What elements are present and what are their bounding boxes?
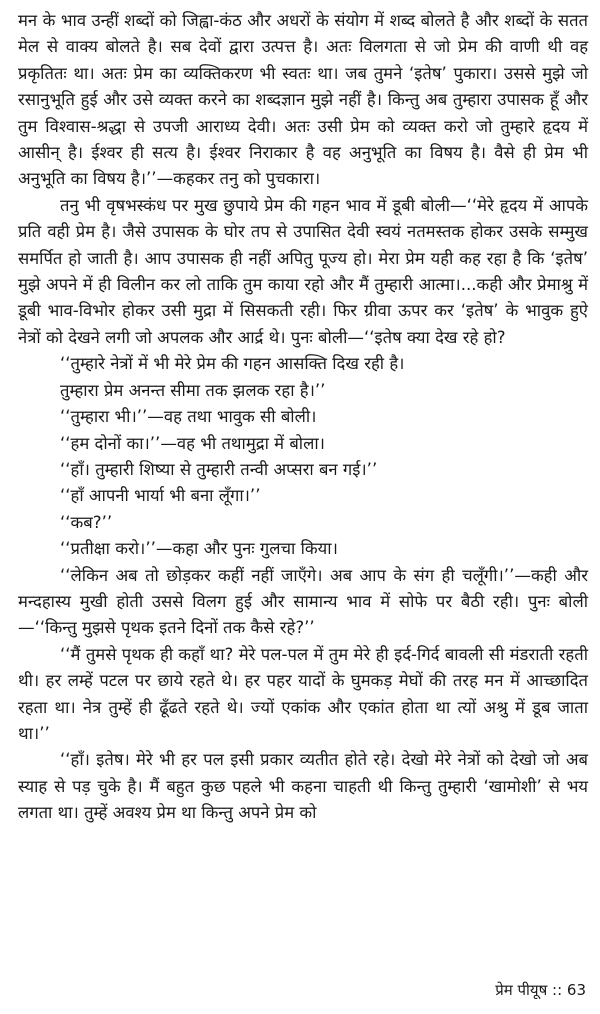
book-page [18, 8, 588, 998]
paragraph-2: तनु भी वृषभस्कंध पर मुख छुपाये प्रेम की गहन भाव में डूबी बोली—‘‘मेरे हृदय में आपके प्रति वही प्रेम है। जैसे उपासक के घोर तप से उपासित देवी स्वयं नतमस्तक होकर उसके सम्मुख समर्पित हो जाती है। आप उपासक ही नहीं अपितु पूज्य हो। मेरा प्रेम यही कह रहा है कि ‘इतेष’ मुझे अपने में ही विलीन कर लो ताकि तुम काया रहो और मैं तुम्हारी आत्मा।...कही और प्रेमाश्रु में डूबी भाव-विभोर होकर उसी मुद्रा में सिसकती रही। फिर ग्रीवा ऊपर कर ‘इतेष’ के भावुक हुऐ नेत्रों को देखने लगी जो अपलक और आर्द्र थे। पुनः बोली—‘‘इतेष क्या देख रहे हो? [18, 195, 588, 347]
dialogue-line-5: ‘‘हाँ। तुम्हारी शिष्या से तुम्हारी तन्वी अप्सरा बन गई।’’ [60, 459, 378, 479]
dialogue-line-4: ‘‘हम दोनों का।’’—वह भी तथामुद्रा में बोला। [60, 433, 325, 453]
dialogue-line-1: ‘‘तुम्हारे नेत्रों में भी मेरे प्रेम की गहन आसक्ति दिख रही है। [60, 354, 405, 374]
dialogue-line-3: ‘‘तुम्हारा भी।’’—वह तथा भावुक सी बोली। [60, 407, 317, 427]
page-footer: प्रेम पीयूष :: 63 [495, 981, 586, 999]
dialogue-line-6: ‘‘हाँ आपनी भार्या भी बना लूँगा।’’ [60, 486, 261, 506]
dialogue-line-2: तुम्हारा प्रेम अनन्त सीमा तक झलक रहा है।’’ [60, 380, 326, 400]
dialogue-line-8: ‘‘प्रतीक्षा करो।’’—कहा और पुनः गुलचा किया। [60, 539, 338, 559]
dialogue-line-7: ‘‘कब?’’ [60, 512, 113, 532]
paragraph-1: मन के भाव उन्हीं शब्दों को जिह्वा-कंठ और अधरों के संयोग में शब्द बोलते है और शब्दों के सतत मेल से वाक्य बोलते है। सब देवों द्वारा उत्पत्त है। अतः विलगता से जो प्रेम की वाणी थी वह प्रकृतितः था। अतः प्रेम का व्यक्तिकरण भी स्वतः था। जब तुमने ‘इतेष’ पुकारा। उससे मुझे जो रसानुभूति हुई और उसे व्यक्त करने का शब्दज्ञान मुझे नहीं है। किन्तु अब तुम्हारा उपासक हूँ और तुम विश्वास-श्रद्धा से उपजी आराध्य देवी। अतः उसी प्रेम को व्यक्त करो जो तुम्हारे हृदय में आसीन् है। ईश्वर ही सत्य है। ईश्वर निराकार है वह अनुभूति का विषय है। वैसे ही प्रेम भी अनुभूति का विषय है।’’—कहकर तनु को पुचकारा। [18, 11, 589, 189]
paragraph-4: ‘‘मैं तुमसे पृथक ही कहाँ था? मेरे पल-पल में तुम मेरे ही इर्द-गिर्द बावली सी मंडराती रहती थी। हर लम्हें पटल पर छाये रहते थे। हर पहर यादों के घुमकड़ मेघों की तरह मन में आच्छादित रहता था। नेत्र तुम्हें ही ढूँढते रहते थे। ज्यों एकांक और एकांत होता था त्यों अश्रु में डूब जाता था।’’ [18, 644, 588, 743]
paragraph-3: ‘‘लेकिन अब तो छोड़कर कहीं नहीं जाएँगे। अब आप के संग ही चलूँगी।’’—कही और मन्दहास्य मुखी होती उससे विलग हुई और सामान्य भाव में सोफे पर बैठी रही। पुनः बोली—‘‘किन्तु मुझसे पृथक इतने दिनों तक कैसे रहे?’’ [18, 565, 588, 638]
paragraph-5: ‘‘हाँ। इतेष। मेरे भी हर पल इसी प्रकार व्यतीत होते रहे। देखो मेरे नेत्रों को देखो जो अब स्याह से पड़ चुके है। मैं बहुत कुछ पहले भी कहना चाहती थी किन्तु तुम्हारी ‘खामोशी’ से भय लगता था। तुम्हें अवश्य प्रेम था किन्तु अपने प्रेम को [18, 750, 588, 823]
